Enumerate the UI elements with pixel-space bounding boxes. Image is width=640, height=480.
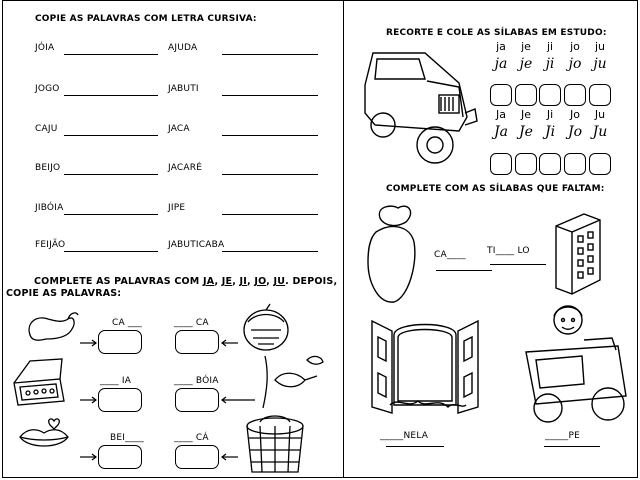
cashew-fruit-icon <box>362 202 422 307</box>
word-right: JACA <box>168 124 190 134</box>
syllable-cursive: Ju <box>592 124 608 140</box>
syllable-label: je <box>521 40 531 53</box>
word-left: CAJU <box>35 124 58 134</box>
word-left: JOGO <box>35 84 60 94</box>
syllable-label: ja <box>496 40 506 53</box>
fragment-pe: _____PE <box>545 431 581 441</box>
word-left: BEIJO <box>35 163 61 173</box>
fragment-ca-right: CA____ <box>434 250 466 260</box>
word-right: JIPE <box>168 203 186 213</box>
basket-icon <box>240 412 310 477</box>
syllable-cursive: Je <box>519 124 533 140</box>
syllable-paste-box[interactable] <box>490 153 512 175</box>
syllable-label: jo <box>570 40 580 53</box>
syllable-cursive: Ji <box>544 124 556 140</box>
cashew-icon <box>22 305 82 350</box>
syllable-paste-box[interactable] <box>564 153 586 175</box>
arrow-left-icon <box>222 397 255 403</box>
word-left: JÓIA <box>35 43 55 53</box>
boy-driving-jeep-icon <box>522 300 632 430</box>
fragment-ca-1: CA ___ <box>112 318 143 328</box>
complete-instruction-line2: COPIE AS PALAVRAS: <box>6 288 122 299</box>
syllable-cursive: ja <box>494 56 508 72</box>
syllable-label: Je <box>520 108 531 121</box>
kissing-lips-icon <box>14 415 74 465</box>
syllable-label: Ji <box>546 108 554 121</box>
jewelry-box-icon <box>8 355 68 410</box>
fragment-bei: BEI____ <box>110 433 144 443</box>
fragment-boia: ____ BÓIA <box>174 376 219 386</box>
word-left: JIBÓIA <box>35 203 64 213</box>
syllable-paste-box[interactable] <box>490 84 512 106</box>
fragment-ca-accent: ____ CÁ <box>174 433 209 443</box>
arrow-right-icon <box>80 340 96 346</box>
arrow-right-icon <box>80 397 96 403</box>
complete-instruction-line1: COMPLETE AS PALAVRAS COM JA, JE, JI, JO, JU. DEPOIS, <box>34 276 338 287</box>
syllable-label: Ju <box>594 108 606 121</box>
syllable-label: Jo <box>570 108 580 121</box>
acorn-nut-icon <box>236 300 296 355</box>
syllable-paste-box[interactable] <box>564 84 586 106</box>
copy-cursive-title: COPIE AS PALAVRAS COM LETRA CURSIVA: <box>35 14 257 24</box>
syllable-paste-box[interactable] <box>515 84 537 106</box>
jeep-icon <box>355 45 485 170</box>
window-icon <box>368 317 488 417</box>
syllable-cursive: Ja <box>494 124 508 140</box>
write-line[interactable] <box>436 270 492 271</box>
syllable-paste-box[interactable] <box>539 153 561 175</box>
syllable-label: Ja <box>496 108 506 121</box>
word-right: JABUTI <box>168 84 199 94</box>
arrow-right-icon <box>80 454 96 460</box>
syllable-paste-box[interactable] <box>589 153 611 175</box>
complete-missing-title: COMPLETE COM AS SÍLABAS QUE FALTAM: <box>386 184 605 194</box>
syllable-cursive: jo <box>568 56 582 72</box>
syllable-cursive: ju <box>593 56 607 72</box>
word-right: JACARÉ <box>168 163 203 173</box>
write-line[interactable] <box>386 446 444 447</box>
write-line[interactable] <box>490 264 546 265</box>
fragment-ia: ____ IA <box>100 376 132 386</box>
syllable-paste-box[interactable] <box>515 153 537 175</box>
bird-on-branch-icon <box>255 350 330 410</box>
word-right: AJUDA <box>168 43 198 53</box>
brick-icon <box>550 208 605 298</box>
syllable-paste-box[interactable] <box>589 84 611 106</box>
word-left: FEIJÃO <box>35 240 66 250</box>
arrow-left-icon <box>222 454 238 460</box>
fragment-ca-2: ____ CA <box>174 318 209 328</box>
syllable-label: ju <box>594 40 606 53</box>
word-right: JABUTICABA <box>168 240 225 250</box>
syllable-cursive: ji <box>545 56 555 72</box>
syllable-label: ji <box>546 40 554 53</box>
fragment-nela: _____NELA <box>380 431 429 441</box>
write-line[interactable] <box>544 446 600 447</box>
syllable-cursive: je <box>519 56 533 72</box>
cut-paste-title: RECORTE E COLE AS SÍLABAS EM ESTUDO: <box>386 28 607 38</box>
syllable-cursive: Jo <box>567 124 583 140</box>
fragment-ti-lo: TI____ LO <box>487 246 530 256</box>
syllable-paste-box[interactable] <box>539 84 561 106</box>
